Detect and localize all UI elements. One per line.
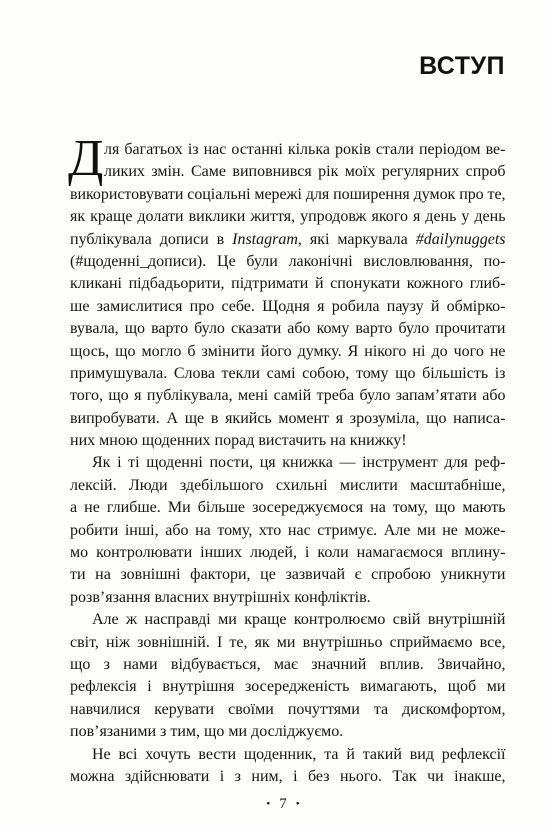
text-segment: , які маркувала xyxy=(297,230,416,248)
text-line: пов’язаними з тим, що ми досліджуємо. xyxy=(70,723,344,741)
text-line: того, що я публікувала, мені самій треба було запам’ятати або xyxy=(70,387,506,405)
emphasized-hashtag: #dailynuggets xyxy=(415,230,506,248)
text-line: розв’язання власних внутрішніх конфліктів. xyxy=(70,588,371,606)
text-line: вувала, що варто було сказати або кому варто було прочитати xyxy=(70,320,506,338)
ornament-dot: • xyxy=(266,798,271,810)
text-line: можна здійснювати і з ним, і без нього. Так чи інакше, xyxy=(70,767,506,785)
ornament-dot: • xyxy=(295,798,300,810)
paragraph xyxy=(68,130,506,452)
text-line: як краще долати виклики життя, упродовж якого я день у день xyxy=(70,208,506,226)
text-line: них мною щоденних порад вистачить на книжку! xyxy=(70,432,407,450)
text-line xyxy=(70,229,506,251)
page-number xyxy=(266,795,299,813)
text-line: Як і ті щоденні пости, ця книжка — інструмент для реф- xyxy=(92,454,506,472)
text-line: мо контролювати інших людей, і коли намагаємося вплину- xyxy=(70,544,506,562)
text-line: примушувала. Слова текли самі собою, тому що більшість із xyxy=(70,364,506,382)
paragraph xyxy=(70,744,506,789)
text-line: ля багатьох із нас останні кілька років стали періодом ве- xyxy=(104,141,506,158)
drop-cap: Д xyxy=(68,130,104,187)
text-line: рефлексія і внутрішня зосередженість вимагають, щоб ми xyxy=(70,678,506,696)
text-line: лексій. Люди здебільшого схильні мислити масштабніше, xyxy=(70,476,506,494)
text-line: випробувати. А ще в якийсь момент я зрозуміла, що написа- xyxy=(70,409,506,427)
paragraph xyxy=(70,609,506,743)
page-number-value: 7 xyxy=(279,796,287,812)
text-line: щось, що могло б змінити його думку. Я нікого ні до чого не xyxy=(70,342,506,360)
text-segment: публікувала дописи в xyxy=(70,230,233,248)
text-line: використовувати соціальні мережі для поширення думок про те, xyxy=(70,185,506,203)
text-line: Але ж насправді ми краще контролюємо свій внутрішній xyxy=(92,611,506,629)
text-line: (#щоденні_дописи). Це були лаконічні висловлювання, по- xyxy=(70,252,506,270)
text-line: навчилися керувати своїми почуттями та дискомфортом, xyxy=(70,700,506,718)
text-line: світ, ніж зовнішній. І те, як ми внутрішньо сприймаємо все, xyxy=(70,633,506,651)
page-title: ВСТУП xyxy=(419,52,505,80)
paragraph xyxy=(70,452,506,609)
text-line: а не глибше. Ми більше зосереджуємося на тому, що мають xyxy=(70,499,506,517)
text-line: що з нами відбувається, має значний вплив. Звичайно, xyxy=(70,655,506,673)
emphasized-text: Instagram xyxy=(232,230,298,248)
body-text xyxy=(68,130,506,788)
text-line: ше замислитися про себе. Щодня я робила паузу й обмірко- xyxy=(70,297,506,315)
text-line: робити інші, або на тому, хто нас стримує. Але ми не може- xyxy=(70,521,506,539)
text-line: Не всі хочуть вести щоденник, та й такий вид рефлексії xyxy=(92,745,506,763)
text-line: кликані підбадьорити, підтримати й спонукати кожного глиб- xyxy=(70,275,506,293)
text-line: ти на зовнішні фактори, це зазвичай є спробою уникнути xyxy=(70,566,506,584)
text-line: ликих змін. Саме виповнився рік моїх регулярних спроб xyxy=(104,163,506,181)
